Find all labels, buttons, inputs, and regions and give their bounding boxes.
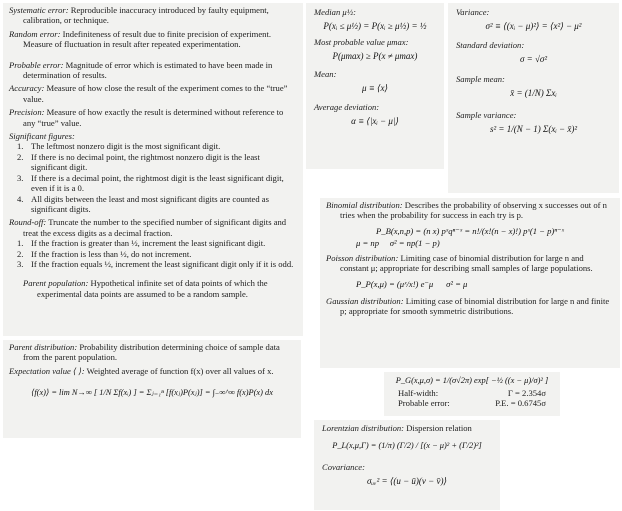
term-label: Parent distribution: (9, 342, 78, 352)
term-label: Systematic error: (9, 5, 69, 15)
list-item (17, 152, 297, 173)
item-text: If there is no decimal point, the rightmost nonzero digit is the least significant digit. (31, 151, 260, 173)
expectation-equation: ⟨f(x)⟩ = lim N→∞ [ 1/N Σf(xᵢ) ] = Σⱼ₌₁ⁿ [f(xⱼ)P(xⱼ)] = ∫₋∞^∞ f(x)P(x) dx (31, 388, 273, 398)
half-width-row (392, 388, 552, 398)
significant-figures-def (9, 131, 297, 214)
standard-deviation-label: Standard deviation: (456, 40, 525, 50)
def-text: Magnitude of error which is estimated to have been made in determination of results. (23, 59, 273, 81)
gaussian-equation: P_G(x,μ,σ) = 1/(σ√2π) exp[ −½ ((x − μ)/σ)² ] (395, 376, 549, 385)
item-number: 2. (17, 151, 24, 162)
systematic-error-def (9, 5, 297, 26)
list-item (17, 238, 297, 248)
binomial-variance: σ² = np(1 − p) (389, 238, 440, 249)
poisson-variance: σ² = μ (446, 279, 468, 290)
lorentzian-equation: P_L(x,μ,Γ) = (1/π) (Γ/2) / [(x − μ)² + (Γ/2)²] (332, 441, 482, 451)
poisson-equations (346, 279, 614, 289)
dispersion-measures-panel (448, 3, 619, 193)
item-number: 4. (17, 193, 24, 204)
sample-mean-equation: x̄ = (1/N) Σxᵢ (510, 88, 557, 98)
covariance-label: Covariance: (322, 461, 365, 472)
sample-variance-equation: s² = 1/(N − 1) Σ(xᵢ − x̄)² (489, 124, 578, 134)
error-definitions-panel (3, 3, 303, 336)
term-label: Precision: (9, 107, 45, 118)
random-error-def (9, 29, 297, 50)
binomial-equation: P_B(x,n,p) = (n x) pˣqⁿ⁻ˣ = n!/(x!(n − x)!) pˣ(1 − p)ⁿ⁻ˣ (376, 225, 564, 236)
location-measures-panel (306, 3, 444, 169)
item-number: 3. (17, 258, 24, 269)
half-width-value: Γ = 2.354σ (507, 388, 546, 398)
gaussian-formula-panel (384, 372, 560, 416)
list-item (17, 141, 297, 151)
def-text: Reproducible inaccuracy introduced by faulty equipment, calibration, or technique. (23, 5, 269, 26)
average-deviation-equation: α ≡ ⟨|xᵢ − μ|⟩ (351, 116, 399, 126)
binomial-moments (346, 238, 614, 248)
median-label: Median μ½: (314, 7, 357, 17)
standard-deviation-equation: σ = √σ² (519, 54, 548, 64)
probable-error-def (9, 60, 297, 81)
item-number: 3. (17, 172, 24, 183)
most-probable-equation: P(μmax) ≥ P(x ≠ μmax) (332, 51, 418, 61)
term-label: Accuracy: (9, 83, 45, 94)
item-text: If the fraction equals ½, increment the least significant digit only if it is odd. (31, 258, 294, 269)
binomial-def (326, 200, 614, 221)
item-text: If the fraction is less than ½, do not increment. (31, 248, 192, 259)
probable-error-row (392, 398, 552, 408)
lorentzian-panel (314, 420, 500, 510)
binomial-mean: μ = np (356, 238, 380, 249)
item-number: 1. (17, 141, 24, 152)
sample-variance-label: Sample variance: (456, 110, 517, 120)
variance-equation: σ² ≡ ⟨(xᵢ − μ)²⟩ = ⟨x²⟩ − μ² (485, 21, 582, 31)
term-label: Lorentzian distribution: (322, 423, 405, 433)
sample-mean-label: Sample mean: (456, 74, 505, 84)
lorentzian-def (322, 423, 492, 433)
covariance-equation: σᵤᵥ² = ⟨(u − ū)(v − v̄)⟩ (366, 476, 447, 487)
median-equation: P(xᵢ ≤ μ½) = P(xᵢ ≥ μ½) = ½ (323, 21, 427, 31)
expectation-value-def (9, 366, 295, 376)
gaussian-def (326, 296, 614, 317)
def-text: Measure of how close the result of the experiment comes to the “true” value. (23, 83, 288, 104)
accuracy-def (9, 83, 297, 104)
item-text: If the fraction is greater than ½, increment the least significant digit. (31, 238, 266, 249)
term-label: Parent population: (23, 278, 89, 289)
list-item (17, 249, 297, 259)
term-label: Poisson distribution: (326, 252, 399, 263)
item-text: If there is a decimal point, the rightmost digit is the least significant digit, even if it is a 0. (31, 172, 284, 194)
list-item (17, 194, 297, 215)
precision-def (9, 107, 297, 128)
item-number: 1. (17, 238, 24, 249)
def-text: Probability distribution determining choice of sample data from the parent population. (23, 342, 280, 363)
def-text: Describes the probability of observing x successes out of n tries when the probability for success in each try is p. (340, 200, 607, 221)
def-text: Indefiniteness of result due to finite precision of experiment. Measure of fluctuation in result after repeated experimentation. (23, 28, 271, 50)
half-width-label: Half-width: (398, 388, 439, 398)
expectation-panel (3, 340, 301, 438)
def-text: Weighted average of function f(x) over all values of x. (86, 365, 274, 376)
term-label: Binomial distribution: (326, 200, 403, 210)
list-item (17, 173, 297, 194)
mean-label: Mean: (314, 69, 337, 79)
parent-distribution-def (9, 342, 295, 363)
def-text: Limiting case of binomial distribution for large n and constant μ; appropriate for describing small samples of large populations. (340, 252, 593, 274)
distributions-panel (320, 198, 620, 368)
term-label: Expectation value ⟨ ⟩: (9, 365, 85, 376)
term-label: Probable error: (9, 59, 64, 70)
def-text: Hypothetical infinite set of data points of which the experimental data points are assumed to be a random sample. (37, 278, 268, 299)
term-label: Significant figures: (9, 131, 75, 142)
poisson-equation: P_P(x,μ) = (μˣ/x!) e⁻μ (356, 279, 434, 290)
variance-label: Variance: (456, 7, 490, 17)
def-text: Dispersion relation (406, 423, 472, 433)
probable-error-label: Probable error: (398, 398, 450, 408)
poisson-def (326, 253, 614, 274)
item-number: 2. (17, 248, 24, 259)
def-text: Limiting case of binomial distribution for large n and finite p; appropriate for smooth symmetric distributions. (340, 295, 610, 317)
term-label: Round-off: (9, 217, 47, 228)
list-item (17, 259, 297, 269)
roundoff-def (9, 217, 297, 269)
average-deviation-label: Average deviation: (314, 102, 380, 112)
item-text: All digits between the least and most significant digits are counted as significant digits. (31, 193, 269, 214)
term-label: Random error: (9, 28, 61, 39)
item-text: The leftmost nonzero digit is the most significant digit. (31, 141, 221, 152)
def-text: Truncate the number to the specified number of significant digits and treat the excess digits as a decimal fraction. (23, 217, 287, 238)
most-probable-label: Most probable value μmax: (314, 37, 409, 47)
def-text: Measure of how exactly the result is determined without reference to any “true” value. (23, 107, 284, 128)
parent-population-def (9, 278, 297, 299)
term-label: Gaussian distribution: (326, 295, 404, 306)
probable-error-value: P.E. = 0.6745σ (495, 398, 546, 408)
mean-equation: μ ≡ ⟨x⟩ (361, 83, 389, 93)
